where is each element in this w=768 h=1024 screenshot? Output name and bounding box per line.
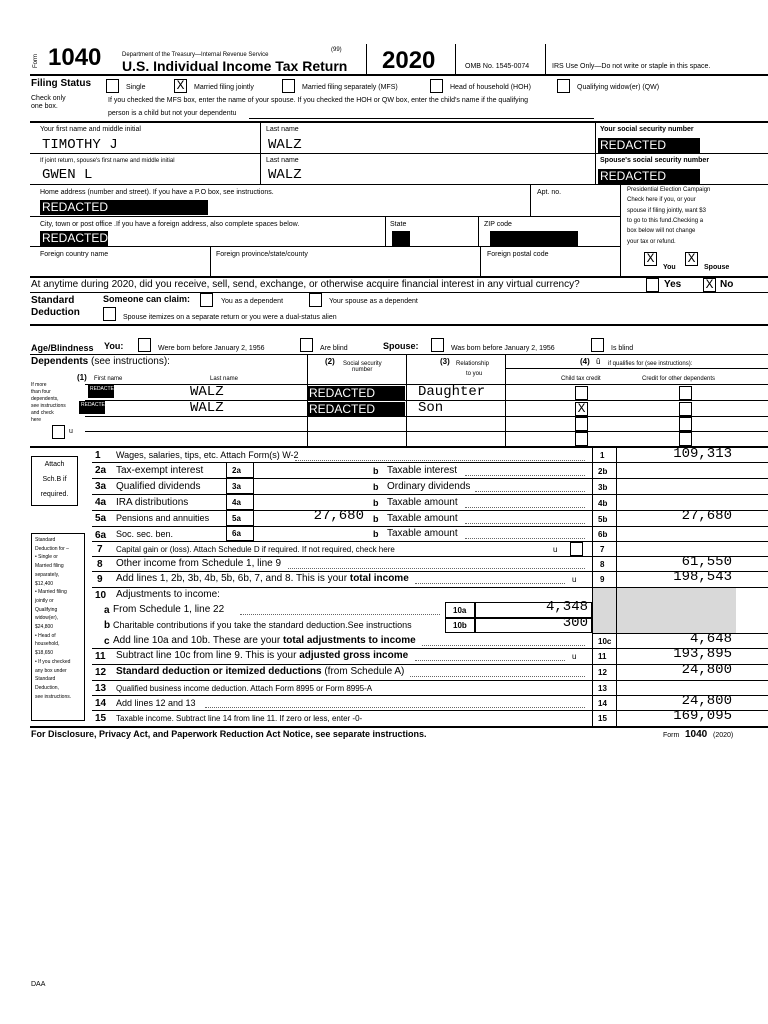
first-name-header: First name — [94, 376, 123, 382]
campaign-you-checkbox[interactable]: X — [644, 252, 657, 266]
line-1-amount[interactable]: 109,313 — [673, 446, 732, 462]
form-title: U.S. Individual Income Tax Return — [122, 58, 348, 74]
ssn-column-header-2: number — [352, 367, 373, 373]
line-5b-amount[interactable]: 27,680 — [681, 508, 732, 524]
department-text: Department of the Treasury—Internal Revenue Service — [122, 52, 269, 58]
line-1-text: Wages, salaries, tips, etc. Attach Form(s) W-2 — [116, 450, 299, 460]
line-1-number: 1 — [95, 450, 101, 461]
line-9-text: Add lines 1, 2b, 3b, 4b, 5b, 6b, 7, and 8. This is your total income — [116, 573, 409, 584]
more-dependents-note: If more than four dependents, see instructions and check here — [31, 382, 66, 423]
line-10a-box: 10a — [453, 606, 467, 615]
std-sidebar-line: • If you checked — [35, 658, 71, 665]
line-6b-box: 6b — [598, 530, 608, 539]
line-8-text: Other income from Schedule 1, line 9 — [116, 558, 282, 569]
checkmark-glyph: û — [596, 357, 601, 366]
line-10-number: 10 — [95, 590, 107, 601]
col4-number: (4) — [580, 357, 590, 366]
std-sidebar-line: • Head of — [35, 632, 56, 639]
line-7-checkbox[interactable] — [570, 542, 583, 556]
omb-number: OMB No. 1545-0074 — [465, 63, 530, 70]
you-born-before-checkbox[interactable] — [138, 338, 151, 352]
std-deduction-label: Standard — [31, 295, 75, 306]
line-10a-text: From Schedule 1, line 22 — [113, 604, 225, 615]
line-14-number: 14 — [95, 698, 107, 709]
last-name-label: Last name — [266, 126, 299, 133]
form-number: 1040 — [48, 44, 102, 71]
line-6a-number: 6a — [95, 530, 107, 541]
col1-number: (1) — [77, 373, 87, 382]
std-sidebar-line: Deduction, — [35, 684, 59, 691]
line-9-amount[interactable]: 198,543 — [673, 569, 732, 585]
spouse-ssn-field[interactable]: REDACTED — [598, 169, 700, 184]
line-9-number: 9 — [97, 574, 103, 585]
mfj-checkbox[interactable]: X — [174, 79, 187, 93]
you-born-before-label: Were born before January 2, 1956 — [158, 345, 265, 352]
line-6b-text: Taxable amount — [387, 528, 458, 539]
virtual-yes-checkbox[interactable] — [646, 278, 659, 292]
line-2b-box: 2b — [598, 467, 608, 476]
ssn-column-header: Social security — [343, 361, 382, 367]
home-address-label: Home address (number and street). If you have a P.O box, see instructions. — [40, 189, 274, 196]
age-spouse-label: Spouse: — [383, 341, 419, 351]
line-10b-box: 10b — [453, 621, 467, 630]
line-15-number: 15 — [95, 713, 107, 724]
line-7-text: Capital gain or (loss). Attach Schedule D if required. If not required, check here — [116, 545, 395, 554]
std-sidebar-line: Standard — [35, 676, 56, 683]
line-11-box: 11 — [598, 652, 607, 661]
line-4a-text: IRA distributions — [116, 497, 189, 508]
dependent-2-relationship[interactable]: Son — [418, 400, 444, 416]
virtual-no-checkbox[interactable]: X — [703, 278, 716, 292]
dependent-1-last-name[interactable]: WALZ — [190, 384, 224, 400]
col3-number: (3) — [440, 357, 450, 366]
line-11-number: 11 — [95, 651, 106, 662]
dependent-2-cod-checkbox[interactable] — [679, 402, 692, 416]
attach-schedule-b-note: Attach Sch.B if required. — [31, 456, 78, 506]
line-4b-number: b — [373, 498, 379, 508]
line-3a-text: Qualified dividends — [116, 481, 201, 492]
mfs-checkbox[interactable] — [282, 79, 295, 93]
first-name-field[interactable]: TIMOTHY J — [42, 137, 118, 153]
std-sidebar-line: see instructions. — [35, 693, 72, 700]
std-sidebar-line: Deduction for – — [35, 545, 69, 552]
disclosure-notice: For Disclosure, Privacy Act, and Paperwork Reduction Act Notice, see separate instructions. — [31, 729, 427, 739]
line-6b-number: b — [373, 529, 379, 539]
age-blindness-label: Age/Blindness — [31, 343, 94, 353]
footer-form-number: 1040 — [685, 729, 708, 740]
campaign-line-5: your tax or refund. — [627, 239, 676, 245]
spouse-itemizes-label: Spouse itemizes on a separate return or you were a dual-status alien — [123, 314, 337, 321]
line-5a-box: 5a — [232, 514, 241, 523]
line-3a-number: 3a — [95, 481, 107, 492]
line-2b-text: Taxable interest — [387, 465, 458, 476]
line-12-amount[interactable]: 24,800 — [681, 662, 732, 678]
virtual-no-label: No — [720, 279, 734, 290]
qw-checkbox[interactable] — [557, 79, 570, 93]
col2-number: (2) — [325, 357, 335, 366]
line-2a-number: 2a — [95, 465, 107, 476]
dependent-2-last-name[interactable]: WALZ — [190, 400, 224, 416]
line-14-amount[interactable]: 24,800 — [681, 693, 732, 709]
last-name-field[interactable]: WALZ — [268, 137, 302, 153]
line-6a-text: Soc. sec. ben. — [116, 529, 174, 539]
line-14-box: 14 — [598, 699, 607, 708]
line-2b-number: b — [373, 466, 379, 476]
filing-status-note: If you checked the MFS box, enter the name of your spouse. If you checked the HOH or QW box, enter the child's name if the qualifying — [108, 97, 528, 104]
campaign-you-label: You — [663, 264, 676, 271]
std-sidebar-line: widow(er), — [35, 615, 59, 622]
form-code: (99) — [331, 47, 342, 53]
line-3b-number: b — [373, 482, 379, 492]
line-4b-box: 4b — [598, 499, 608, 508]
dependent-2-ctc-checkbox[interactable]: X — [575, 402, 588, 416]
line-7-number: 7 — [97, 544, 103, 555]
line-10b-letter: b — [104, 620, 111, 631]
line-10-text: Adjustments to income: — [116, 589, 220, 600]
child-tax-credit-header: Child tax credit — [561, 376, 601, 382]
zip-label: ZIP code — [484, 221, 512, 228]
spouse-last-name-field[interactable]: WALZ — [268, 167, 302, 183]
spouse-last-name-label: Last name — [266, 157, 299, 164]
tax-year: 2020 — [382, 47, 436, 74]
line-15-text: Taxable income. Subtract line 14 from line 11. If zero or less, enter -0- — [116, 714, 363, 723]
campaign-spouse-label: Spouse — [704, 264, 730, 271]
line-10b-amount[interactable]: 300 — [562, 615, 588, 631]
line-5a-number: 5a — [95, 513, 107, 524]
ssn-field[interactable]: REDACTED — [598, 138, 700, 153]
footer-form-word: Form — [663, 732, 680, 739]
you-blind-label: Are blind — [320, 345, 348, 352]
line-13-box: 13 — [598, 684, 607, 693]
dependent-4-ctc-checkbox[interactable] — [575, 432, 588, 446]
campaign-line-3: to go to this fund.Checking a — [627, 218, 704, 224]
other-dependents-credit-header: Credit for other dependents — [642, 376, 716, 382]
spouse-born-before-label: Was born before January 2, 1956 — [451, 345, 555, 352]
dependent-2-first-name[interactable]: REDACTED — [79, 401, 105, 414]
dependent-1-first-name[interactable]: REDACTED — [88, 385, 114, 398]
line-5b-number: b — [373, 514, 379, 524]
relationship-column-header: Relationship — [456, 361, 490, 367]
line-10c-amount[interactable]: 4,648 — [689, 631, 732, 647]
spouse-as-dependent-label: Your spouse as a dependent — [329, 298, 418, 305]
campaign-line-4: box below will not change — [627, 228, 696, 234]
one-box-text: one box. — [31, 103, 58, 110]
dependent-3-ctc-checkbox[interactable] — [575, 417, 588, 431]
virtual-currency-question: At anytime during 2020, did you receive, sell, send, exchange, or otherwise acquire financial interest in any virtual currency? — [31, 279, 580, 290]
line-9-box: 9 — [600, 575, 605, 584]
line-4a-number: 4a — [95, 497, 107, 508]
campaign-spouse-checkbox[interactable]: X — [685, 252, 698, 266]
age-you-label: You: — [104, 341, 124, 351]
more-dependents-checkbox[interactable] — [52, 425, 65, 439]
foreign-country-label: Foreign country name — [40, 251, 109, 258]
line-10c-text: Add line 10a and 10b. These are your total adjustments to income — [113, 635, 416, 646]
dependent-3-cod-checkbox[interactable] — [679, 417, 692, 431]
std-sidebar-line: Standard — [35, 537, 56, 543]
std-sidebar-line: Married filing — [35, 563, 64, 570]
zip-field[interactable] — [490, 231, 578, 246]
someone-can-claim: Someone can claim: — [103, 294, 191, 304]
spouse-born-before-checkbox[interactable] — [431, 338, 444, 352]
dependent-1-ssn[interactable]: REDACTED — [307, 386, 405, 400]
line-5a-amount[interactable]: 27,680 — [313, 508, 364, 524]
line-5b-text: Taxable amount — [387, 513, 458, 524]
state-field[interactable] — [392, 231, 410, 246]
apt-number-label: Apt. no. — [537, 189, 562, 196]
line-13-text: Qualified business income deduction. Attach Form 8995 or Form 8995-A — [116, 684, 373, 693]
virtual-yes-label: Yes — [664, 279, 682, 290]
check-only-text: Check only — [31, 95, 66, 102]
single-label: Single — [126, 84, 146, 91]
city-label: City, town or post office .If you have a foreign address, also complete spaces below. — [40, 221, 300, 228]
home-address-field[interactable]: REDACTED — [40, 200, 208, 215]
std-sidebar-line: • Single or — [35, 554, 58, 561]
you-as-dependent-label: You as a dependent — [221, 298, 284, 305]
first-name-label: Your first name and middle initial — [40, 126, 141, 133]
line-15-box: 15 — [598, 714, 607, 723]
spouse-itemizes-checkbox[interactable] — [103, 307, 116, 321]
line-10b-text: Charitable contributions if you take the standard deduction.See instructions — [113, 620, 412, 630]
form-word: Form — [33, 54, 39, 68]
line-2a-text: Tax-exempt interest — [116, 465, 204, 476]
line-1-box: 1 — [600, 451, 605, 460]
spouse-ssn-label: Spouse's social security number — [600, 157, 710, 164]
hoh-checkbox[interactable] — [430, 79, 443, 93]
line-3a-box: 3a — [232, 482, 241, 491]
std-sidebar-line: household, — [35, 641, 60, 648]
spouse-as-dependent-checkbox[interactable] — [309, 293, 322, 307]
last-name-header: Last name — [210, 376, 239, 382]
you-as-dependent-checkbox[interactable] — [200, 293, 213, 307]
line-6a-box: 6a — [232, 529, 241, 538]
dependents-header: Dependents (see instructions): — [31, 356, 170, 367]
line-7-arrow: u — [553, 545, 558, 554]
hoh-label: Head of household (HOH) — [450, 84, 531, 91]
std-sidebar-line: Qualifying — [35, 606, 58, 613]
line-10a-letter: a — [104, 605, 110, 616]
state-label: State — [390, 221, 407, 228]
std-sidebar-line: $12,400 — [35, 580, 54, 587]
line-10c-letter: c — [104, 636, 110, 647]
foreign-postal-label: Foreign postal code — [487, 251, 549, 258]
spouse-first-name-label: If joint return, spouse's first name and middle initial — [40, 158, 175, 164]
line-9-arrow: u — [572, 575, 577, 584]
campaign-title: Presidential Election Campaign — [627, 187, 711, 193]
dependent-1-ctc-checkbox[interactable] — [575, 386, 588, 400]
line-11-amount[interactable]: 193,895 — [673, 646, 732, 662]
spouse-blind-label: Is blind — [611, 345, 634, 352]
filing-status-note-2: person is a child but not your dependentu — [108, 110, 237, 117]
std-sidebar-line: any box under — [35, 667, 67, 674]
std-sidebar-line: • Married filing — [35, 589, 67, 596]
std-deduction-label-2: Deduction — [31, 307, 80, 318]
std-sidebar-line: separately, — [35, 571, 60, 578]
line-2a-box: 2a — [232, 466, 241, 475]
dependent-4-cod-checkbox[interactable] — [679, 432, 692, 446]
std-sidebar-line: jointly or — [35, 597, 54, 604]
line-10c-box: 10c — [598, 637, 612, 646]
line-3b-box: 3b — [598, 483, 608, 492]
you-blind-checkbox[interactable] — [300, 338, 313, 352]
mfs-label: Married filing separately (MFS) — [302, 84, 398, 91]
line-12-number: 12 — [95, 667, 107, 678]
daa-label: DAA — [31, 981, 46, 988]
spouse-first-name-field[interactable]: GWEN L — [42, 167, 93, 183]
campaign-line-1: Check here if you, or your — [627, 197, 696, 203]
line-4b-text: Taxable amount — [387, 497, 458, 508]
line-8-amount[interactable]: 61,550 — [681, 554, 732, 570]
line-7-box: 7 — [600, 545, 605, 554]
dependent-1-relationship[interactable]: Daughter — [418, 384, 486, 400]
qualifies-header: if qualifies for (see instructions): — [608, 361, 693, 367]
foreign-province-label: Foreign province/state/county — [216, 251, 308, 258]
line-14-text: Add lines 12 and 13 — [116, 698, 196, 708]
std-sidebar-line: $24,800 — [35, 624, 54, 631]
dependent-2-ssn[interactable]: REDACTED — [307, 402, 405, 416]
campaign-line-2: spouse if filing jointly, want $3 — [627, 208, 706, 214]
irs-use-only: IRS Use Only—Do not write or staple in this space. — [552, 63, 711, 70]
city-field[interactable]: REDACTED — [42, 231, 109, 245]
line-5a-text: Pensions and annuities — [116, 513, 210, 523]
spouse-blind-checkbox[interactable] — [591, 338, 604, 352]
line-10a-amount[interactable]: 4,348 — [545, 599, 588, 615]
line-8-box: 8 — [600, 560, 605, 569]
line-12-text: Standard deduction or itemized deductions (from Schedule A) — [116, 666, 405, 677]
single-checkbox[interactable] — [106, 79, 119, 93]
line-4a-box: 4a — [232, 498, 241, 507]
line-5b-box: 5b — [598, 515, 608, 524]
footer-year: (2020) — [713, 732, 734, 739]
dependent-1-cod-checkbox[interactable] — [679, 386, 692, 400]
filing-status-label: Filing Status — [31, 78, 91, 89]
std-sidebar-line: $18,650 — [35, 650, 54, 657]
line-3b-text: Ordinary dividends — [387, 481, 471, 492]
more-dependents-arrow: u — [69, 428, 73, 435]
mfj-label: Married filing jointly — [194, 84, 254, 91]
ssn-label: Your social security number — [600, 126, 694, 133]
line-8-number: 8 — [97, 559, 103, 570]
qw-label: Qualifying widow(er) (QW) — [577, 84, 660, 91]
standard-deduction-sidebar — [31, 533, 85, 721]
line-12-box: 12 — [598, 668, 607, 677]
line-13-number: 13 — [95, 683, 107, 694]
line-15-amount[interactable]: 169,095 — [673, 708, 732, 724]
line-11-arrow: u — [572, 652, 577, 661]
line-11-text: Subtract line 10c from line 9. This is your adjusted gross income — [116, 650, 409, 661]
relationship-column-header-2: to you — [466, 371, 483, 377]
